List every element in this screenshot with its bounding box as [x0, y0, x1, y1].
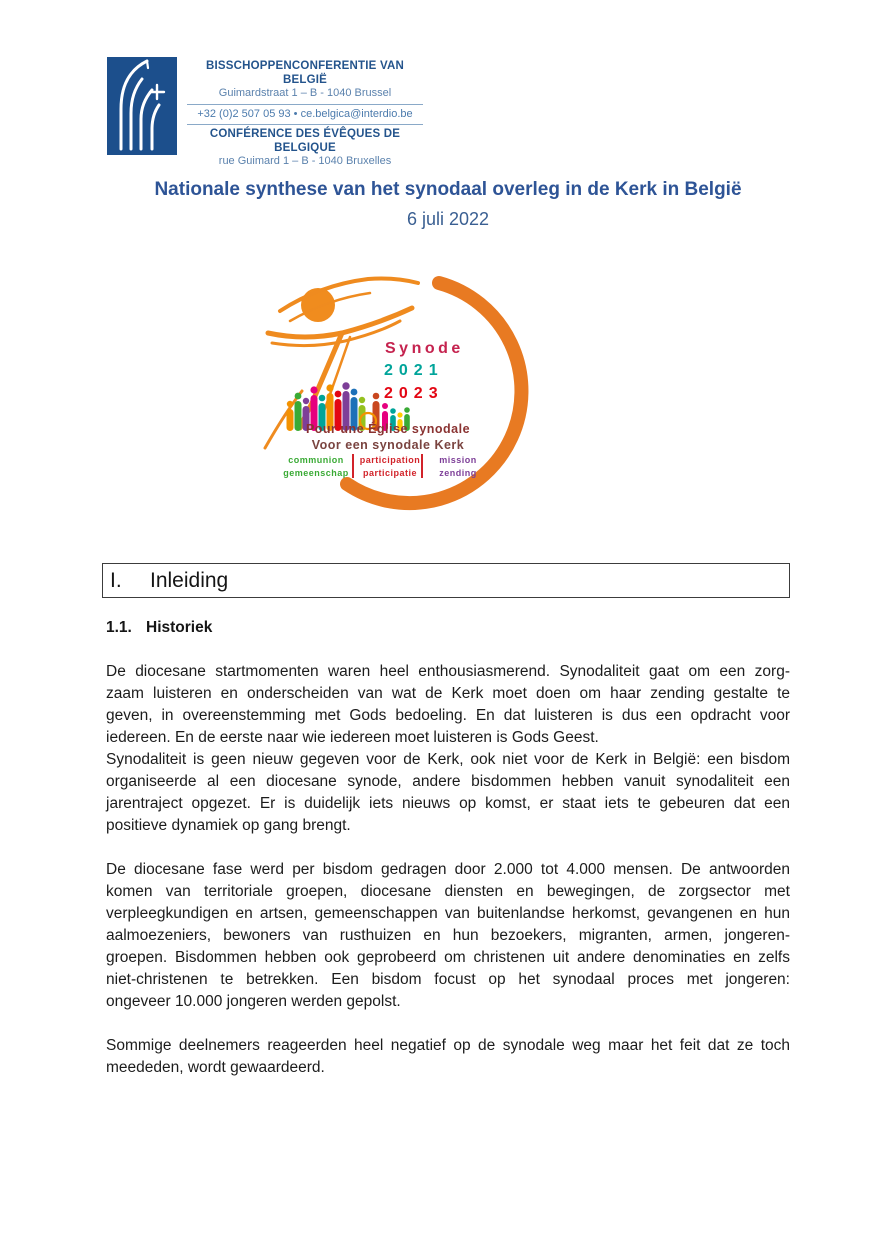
body-line: Sommige deelnemers reageerden heel negatief op de synodale weg maar het feit dat ze toch: [106, 1037, 790, 1054]
letterhead-divider: [187, 104, 423, 105]
body-line: verpleegkundigen en artsen, gemeenschappen van buitenlandse herkomst, gevangenen en hun: [106, 905, 790, 922]
body-line: jarentraject opgezet. Er is duidelijk iets nieuws op komst, er staat iets te gebeuren dat een: [106, 795, 790, 812]
body-paragraph: [106, 661, 790, 749]
body-text: [106, 661, 790, 1079]
body-line: meededen, wordt gewaardeerd.: [106, 1059, 325, 1076]
document-title: Nationale synthese van het synodaal overleg in de Kerk in België: [154, 179, 742, 200]
org-address-fr: rue Guimard 1 – B - 1040 Bruxelles: [218, 155, 392, 167]
body-line: groepen. Bisdommen hebben ook geprobeerd om christenen uit andere denominaties en zelfs: [106, 949, 790, 966]
letterhead-divider: [187, 124, 423, 125]
logo-keywords: [283, 454, 477, 478]
subsection-number: 1.1.: [106, 619, 132, 636]
section-heading-inleiding: [102, 563, 790, 598]
body-line: iedereen. En de eerste naar wie iedereen moet luisteren is Gods Geest.: [106, 729, 599, 746]
body-line: niet-christenen te betrekken. Een bisdom focust op het synodaal proces met jongeren:: [106, 971, 790, 988]
subsection-heading-historiek: [106, 619, 212, 637]
keyword-mission-nl: zending: [439, 468, 477, 478]
keyword-mission-fr: mission: [439, 455, 477, 465]
body-line: geven, in overeenstemming met Gods bedoeling. En dat luisteren is dus een opdracht voor: [106, 707, 790, 724]
body-line: komen van territoriale groepen, diocesane diensten en bewegingen, de zorgsector met: [106, 883, 790, 900]
logo-tagline-nl: Voor een synodale Kerk: [311, 438, 465, 452]
logo-tagline-fr: Pour une Église synodale: [305, 422, 471, 436]
logo-year-2021: 2021: [384, 362, 444, 379]
section-title: Inleiding: [150, 568, 229, 592]
document-date: 6 juli 2022: [406, 209, 490, 229]
body-paragraph: [106, 859, 790, 1013]
bishops-conference-logo-icon: [107, 57, 177, 155]
keyword-communion-fr: communion: [288, 455, 344, 465]
synod-2021-2023-logo: [250, 263, 540, 518]
keyword-participation-nl: participatie: [362, 468, 418, 478]
logo-word-synode: Synode: [385, 340, 464, 357]
org-name-nl: BISSCHOPPENCONFERENTIE VAN BELGIË: [206, 60, 404, 86]
title-block: [106, 178, 790, 231]
logo-year-2023: 2023: [384, 385, 444, 402]
body-line: Synodaliteit is geen nieuw gegeven voor de Kerk, ook niet voor de Kerk in België: een bisdom: [106, 751, 790, 768]
body-line: De diocesane startmomenten waren heel enthousiasmerend. Synodaliteit gaat om een zorg-: [106, 663, 790, 680]
org-address-nl: Guimardstraat 1 – B - 1040 Brussel: [218, 87, 392, 99]
subsection-title: Historiek: [146, 619, 213, 636]
body-line: organiseerde al een diocesane synode, andere bisdommen hebben vanuit synodaliteit een: [106, 773, 790, 790]
body-line: De diocesane fase werd per bisdom gedragen door 2.000 tot 4.000 mensen. De antwoorden: [106, 861, 790, 878]
org-name-fr: CONFÉRENCE DES ÉVÊQUES DE BELGIQUE: [209, 128, 401, 154]
body-line: aalmoezeniers, bewoners van rusthuizen en hun bezoekers, migranten, armen, jongeren-: [106, 927, 790, 944]
body-paragraph: [106, 749, 790, 837]
org-contact: +32 (0)2 507 05 93 • ce.belgica@interdio.be: [197, 107, 413, 120]
letterhead-text: [185, 60, 425, 169]
body-line: zaam luisteren en onderscheiden van wat de Kerk moet doen om haar zending gestalte te: [106, 685, 790, 702]
section-number: I.: [110, 568, 122, 592]
keyword-communion-nl: gemeenschap: [283, 468, 349, 478]
body-line: positieve dynamiek op gang brengt.: [106, 817, 351, 834]
body-paragraph: [106, 1035, 790, 1079]
body-line: ongeveer 10.000 jongeren werden gepolst.: [106, 993, 401, 1010]
keyword-participation-fr: participation: [359, 455, 421, 465]
letterhead: [107, 57, 425, 169]
